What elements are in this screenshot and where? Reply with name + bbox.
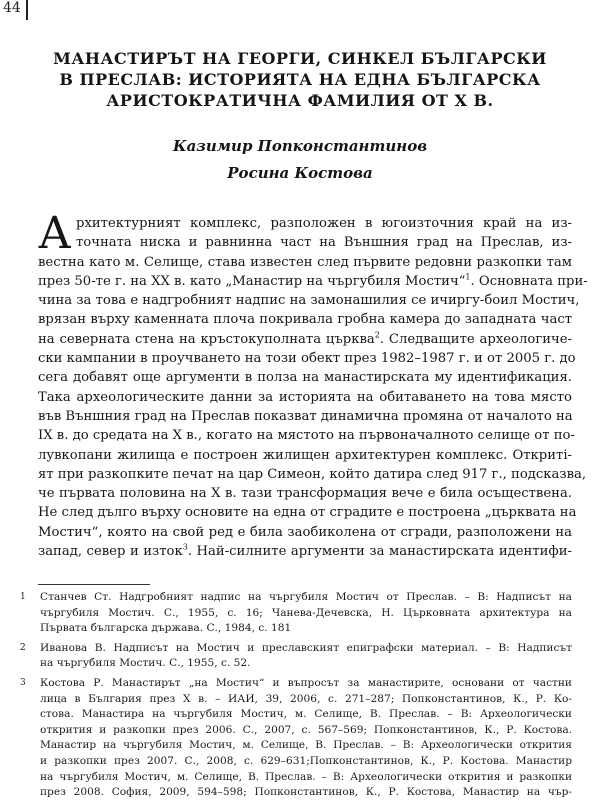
body-text-segment: . Следващите археологиче- [379,331,572,347]
footnotes [20,590,572,805]
body-line: че първата половина на Х в. тази трансформация вече е била осъществена. [38,486,572,502]
title-line-3: АРИСТОКРАТИЧНА ФАМИЛИЯ ОТ Х В. [106,91,494,110]
footnote-line: лица в България през Х в. – ИАИ, 39, 2006, с. 271–287; Попконстантинов, К., Р. Ко- [40,692,572,705]
body-line: Така археологическите данни за историята на обитаването на това място [38,389,572,405]
author-1: Казимир Попконстантинов [172,137,428,155]
body-line: ят при разкопките печат на цар Симеон, който датира след 917 г., подсказва, [38,466,587,482]
body-text-segment: на северната стена на кръстокуполната църква [38,331,375,347]
footnote [20,590,572,637]
body-line: IХ в. до средата на Х в., когато на мястото на първоначалното селище от по- [38,428,575,444]
footnote-line: стова. Манастира на чъргубиля Мостич, м. Селище, В. Преслав. – В: Археологически [40,708,572,721]
body-line: лувкопани жилища е построен жилищен архитектурен комплекс. Откриті- [38,447,572,463]
footnote-ref[interactable]: 1 [465,272,471,282]
footnote-line: Костова Р. Манастирът „на Мостич“ и въпросът за манастирите, основани от частни [40,676,572,689]
footnote-line: Манастир на чъргубиля Мостич, м. Селище, В. Преслав. – В: Археологически открития [40,739,572,752]
footnote-line: чъргубиля Мостич. С., 1955, с. 16; Чанева-Дечевска, Н. Църковната архитектура на [40,606,572,619]
footnote-line: през 2008. София, 2009, 594–598; Попконстантинов, К., Р. Костова, Манастир на чър- [40,786,572,799]
body-line: Не след дълго върху основите на една от сградите е построена „църквата на [38,505,577,521]
title-line-2: В ПРЕСЛАВ: ИСТОРИЯТА НА ЕДНА БЪЛГАРСКА [59,70,541,89]
author-2: Росина Костова [227,164,373,182]
authors [0,133,600,187]
body-line: точната ниска и равнинна част на Външния град на Преслав, из- [76,235,572,251]
body-line: Мостич“, която на свой ред е била заобиколена от сгради, разположени на [38,524,572,540]
body-text-segment: . Най-силните аргументи за манастирската идентифи- [187,544,572,560]
body-line [38,272,588,291]
page-number: 44 [3,0,28,20]
footnote-number: 1 [20,592,26,602]
footnote-number: 3 [20,677,26,688]
body-line [38,542,572,561]
footnote-line: открития и разкопки през 2006. С., 2007, с. 567–569; Попконстантинов, К., Р. Костова. [40,723,572,736]
body-line: чина за това е надгробният надпис на замонашилия се ичиргу-боил Мостич, [38,293,580,309]
body-line: във Външния град на Преслав показват динамична промяна от началото на [38,408,573,424]
body-line: сега добавят още аргументи в полза на манастирската му идентификация. [38,370,572,386]
footnote-divider [38,584,150,585]
footnote [20,641,572,672]
article-title [40,48,560,111]
footnote-line: Първата българска държава. С., 1984, с. 181 [40,622,292,635]
body-line [38,330,572,349]
footnote-line: на чъргубиля Мостич. С., 1955, с. 52. [40,657,251,670]
body-line: врязан върху каменната плоча покривала гробна камера до западната част [38,312,572,328]
body-line: рхитектурният комплекс, разположен в югоизточния край на из- [76,216,572,231]
footnote-number: 2 [20,642,26,653]
title-line-1: МАНАСТИРЪТ НА ГЕОРГИ, СИНКЕЛ БЪЛГАРСКИ [53,49,547,68]
footnote-ref[interactable]: 2 [374,330,380,340]
footnote-line: Станчев Ст. Надгробният надпис на чъргубиля Мостич от Преслав. – В: Надписът на [40,591,572,603]
footnote-ref[interactable]: 3 [182,542,188,552]
body-text-segment: през 50-те г. на ХХ в. като „Манастир на чъргубиля Мостич“ [38,273,466,289]
footnote [20,676,572,801]
footnote-line: и разкопки през 2007. С., 2008, с. 629–631;Попконстантинов, К., Р. Костова. Манастир [40,754,572,767]
body-text [38,208,588,561]
footnote-line: Иванова В. Надписът на Мостич и преславският епиграфски материал. – В: Надписът [40,641,572,654]
body-line: ски кампании в проучването на този обект през 1982–1987 г. и от 2005 г. до [38,351,576,367]
drop-cap: А [38,208,72,259]
body-line: вестна като м. Селище, става известен след първите редовни разкопки там [38,254,572,270]
footnote-line: на чъргубиля Мостич, м. Селище, В. Преслав. – В: Археологически открития и разкопки [40,770,572,783]
body-text-segment: . Основната при- [470,273,588,289]
body-text-segment: запад, север и изток [38,544,183,560]
